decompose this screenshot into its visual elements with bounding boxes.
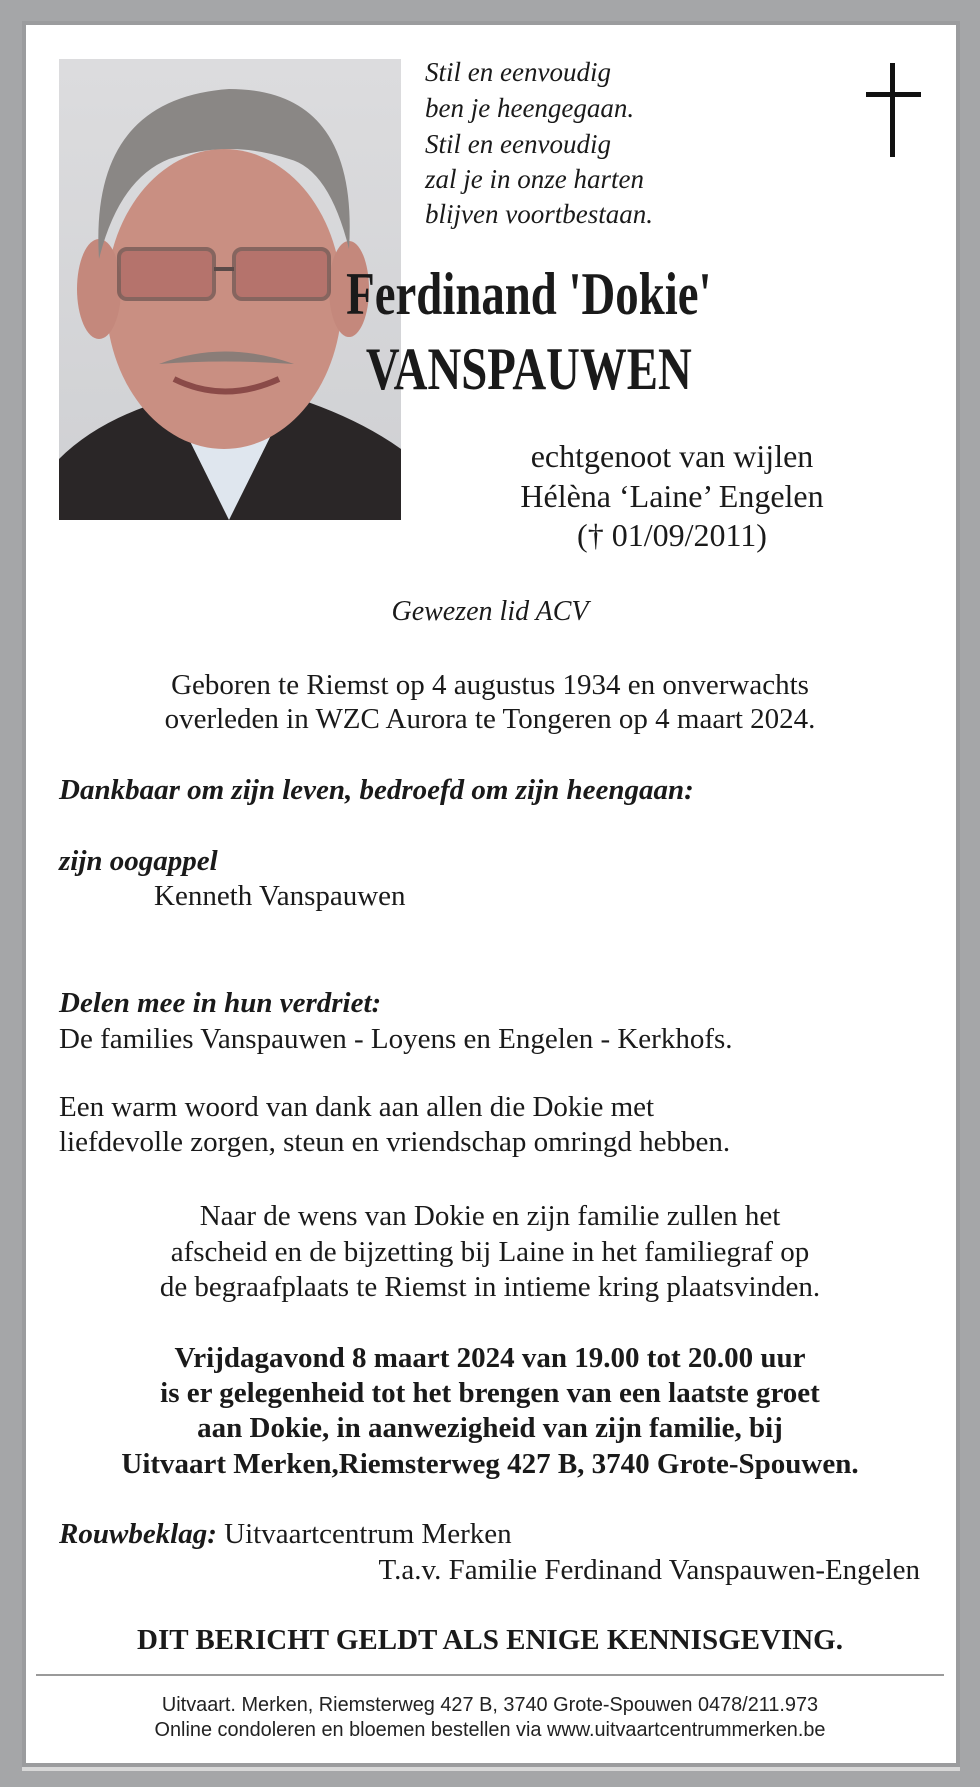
wish-line: de begraafplaats te Riemst in intieme kring plaatsvinden.	[159, 1271, 821, 1303]
footer-online: Online condoleren en bloemen bestellen via www.uitvaartcentrummerken.be	[154, 1718, 826, 1741]
wish-line: afscheid en de bijzetting bij Laine in het familiegraf op	[170, 1236, 810, 1268]
footer-address: Uitvaart. Merken, Riemsterweg 427 B, 3740 Grote-Spouwen 0478/211.973	[161, 1693, 819, 1716]
spouse-line: († 01/09/2011)	[577, 517, 767, 553]
sharing-text: De families Vanspauwen - Loyens en Engelen - Kerkhofs.	[59, 1023, 733, 1055]
thanks-line: Een warm woord van dank aan allen die Dokie met	[59, 1091, 655, 1123]
birth-death-line: overleden in WZC Aurora te Tongeren op 4 maart 2024.	[164, 703, 816, 735]
condolences-block	[59, 1516, 512, 1552]
notice: DIT BERICHT GELDT ALS ENIGE KENNISGEVING.	[137, 1624, 843, 1656]
poem-line: ben je heengegaan.	[425, 93, 635, 123]
visitation-line: Vrijdagavond 8 maart 2024 van 19.00 tot 20.00 uur	[174, 1342, 806, 1374]
membership: Gewezen lid ACV	[391, 596, 589, 627]
poem-line: zal je in onze harten	[425, 164, 644, 194]
relation-name: Kenneth Vanspauwen	[154, 880, 406, 912]
condolences-label: Rouwbeklag:	[59, 1518, 217, 1550]
sharing-label: Delen mee in hun verdriet:	[59, 987, 382, 1019]
spouse-line: echtgenoot van wijlen	[530, 438, 814, 474]
wish-line: Naar de wens van Dokie en zijn familie zullen het	[199, 1200, 781, 1232]
grateful-heading: Dankbaar om zijn leven, bedroefd om zijn heengaan:	[59, 774, 694, 806]
divider	[36, 1674, 944, 1676]
visitation-line: is er gelegenheid tot het brengen van een laatste groet	[160, 1377, 820, 1409]
poem-line: Stil en eenvoudig	[425, 57, 611, 87]
visitation-line: Uitvaart Merken,Riemsterweg 427 B, 3740 Grote-Spouwen.	[121, 1448, 859, 1480]
deceased-first-name: Ferdinand 'Dokie'	[346, 261, 712, 327]
deceased-last-name: VANSPAUWEN	[365, 336, 692, 402]
spouse-line: Hélèna ‘Laine’ Engelen	[520, 478, 824, 514]
poem-line: Stil en eenvoudig	[425, 129, 611, 159]
condolences-line2: T.a.v. Familie Ferdinand Vanspauwen-Engelen	[378, 1554, 920, 1586]
condolences-line1: Uitvaartcentrum Merken	[224, 1518, 512, 1550]
poem-line: blijven voortbestaan.	[425, 199, 653, 229]
visitation-line: aan Dokie, in aanwezigheid van zijn familie, bij	[197, 1412, 783, 1444]
thanks-line: liefdevolle zorgen, steun en vriendschap omringd hebben.	[59, 1126, 731, 1158]
birth-death-line: Geboren te Riemst op 4 augustus 1934 en onverwachts	[171, 669, 809, 701]
relation-label: zijn oogappel	[59, 845, 218, 877]
